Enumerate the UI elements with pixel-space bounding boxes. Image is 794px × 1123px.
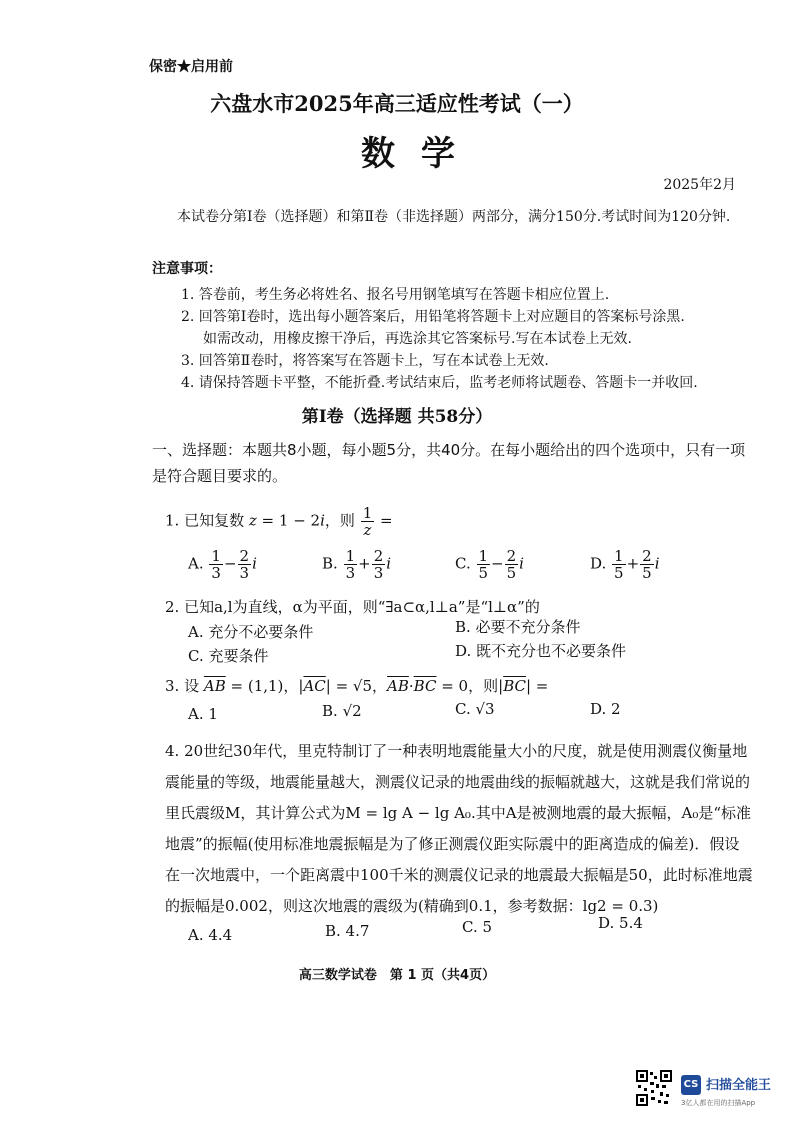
exam-title: 六盘水市2025年高三适应性考试（一） [210,91,584,116]
q2-option-a: A. 充分不必要条件 [188,623,314,641]
q4-option-c: C. 5 [462,918,493,936]
q1-option-a: A. $\frac{1}{3}$ − $\frac{2}{3}$ i [188,547,257,582]
q2-option-d: D. 既不充分也不必要条件 [455,642,627,660]
question-4: 4. 20世纪30年代，里克特制订了一种表明地震能量大小的尺度，就是使用测震仪衡量地震能量的等级，地震能量越大，测震仪记录的地震曲线的振幅就越大，这就是我们常说的里氏震级M，其计算公式为M = lg A − lg A₀.其中A是被测地震的最大振幅，A₀是“标准地震”的振幅(使用标准地震振幅是为了修正测震仪距实际震中的距离造成的偏差)．假设在一次地震中，一个距离震中100千米的测震仪记录的地震最大振幅是50，此时标准地震的振幅是0.002，则这次地震的震级为(精确到0.1，参考数据：lg2 = 0.3) [165,742,753,915]
qr-code-icon [636,1070,672,1106]
scanner-app-name: 扫描全能王 [706,1078,772,1093]
scanner-app-tagline: 3亿人都在用的扫描App [681,1099,756,1107]
q1-stem-b: ，则 [324,511,355,530]
subject-title: 数学 [361,134,481,174]
note-item: 4. 请保持答题卡平整，不能折叠.考试结束后，监考老师将试题卷、答题卡一并收回. [181,375,698,391]
q1-fraction: $\frac{1}{z}$ [362,504,373,539]
q3-option-b: B. √2 [322,702,362,720]
notes-heading: 注意事项： [152,261,222,277]
q1-option-b: B. $\frac{1}{3}$ + $\frac{2}{3}$ i [322,547,392,582]
question-3: 3. 设 $\overline{AB} = (1,1)$，$|\overline{AC}| = √5$，$\overline{AB}\cdot\overline{BC} = 0$，则$|\overline{BC}|$ = [165,677,549,695]
intro-text: 本试卷分第Ⅰ卷（选择题）和第Ⅱ卷（非选择题）两部分，满分150分.考试时间为120分钟. [177,209,731,225]
note-item: 3. 回答第Ⅱ卷时，将答案写在答题卡上，写在本试卷上无效. [181,353,549,369]
scanner-logo-icon: CS [681,1075,701,1095]
page-footer: 高三数学试卷 第 1 页（共4页） [298,968,496,983]
question-1: 1. 已知复数 z = 1 − 2i，则 $\frac{1}{z}$ = [165,504,393,539]
note-item: 1. 答卷前，考生务必将姓名、报名号用钢笔填写在答题卡相应位置上. [181,287,610,303]
q2-option-b: B. 必要不充分条件 [455,618,581,636]
q4-option-a: A. 4.4 [188,926,233,944]
q4-option-d: D. 5.4 [598,914,643,932]
q3-option-a: A. 1 [188,705,218,723]
part-heading: 第Ⅰ卷（选择题 共58分） [301,407,493,427]
note-item: 2. 回答第Ⅰ卷时，选出每小题答案后，用铅笔将答题卡上对应题目的答案标号涂黑. [181,309,685,325]
q2-option-c: C. 充要条件 [188,647,269,665]
q1-option-d: D. $\frac{1}{5}$ + $\frac{2}{5}$ i [590,547,660,582]
confidential-label: 保密★启用前 [149,59,233,75]
section-heading: 一、选择题：本题共8小题，每小题5分，共40分。在每小题给出的四个选项中，只有一项是符合题目要求的。 [152,441,746,485]
note-item: 如需改动，用橡皮擦干净后，再选涂其它答案标号.写在本试卷上无效. [203,331,632,347]
q3-option-c: C. √3 [455,700,495,718]
q1-option-c: C. $\frac{1}{5}$ − $\frac{2}{5}$ i [455,547,524,582]
q4-option-b: B. 4.7 [325,922,370,940]
exam-date: 2025年2月 [663,177,736,193]
q1-stem: 1. 已知复数 [165,511,245,530]
question-2: 2. 已知a,l为直线，α为平面，则“∃a⊂α,l⊥a”是“l⊥α”的 [165,598,540,616]
q3-option-d: D. 2 [590,700,621,718]
